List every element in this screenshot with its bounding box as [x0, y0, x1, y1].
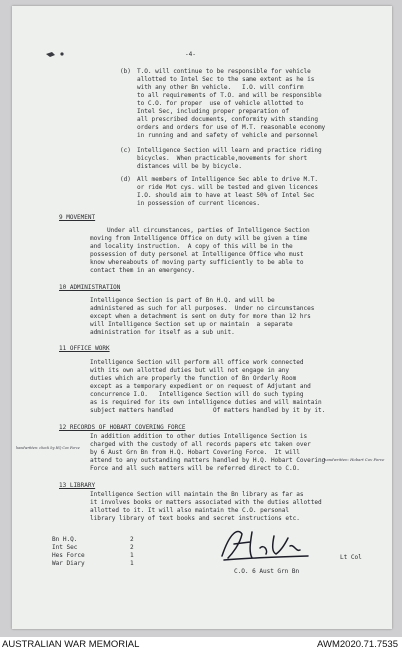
distribution-to: Hes Force: [52, 552, 85, 559]
page-number: -4-: [185, 51, 196, 58]
text-line: T.O. will continue to be responsible for vehicle: [137, 68, 311, 75]
distribution-count: 2: [130, 544, 134, 551]
text-line: Force and all such matters will be referred direct to C.O.: [90, 465, 300, 472]
archive-footer: [0, 637, 402, 653]
distribution-to: Int Sec: [52, 544, 78, 551]
text-line: bicycles. When practicable,movements for short: [137, 155, 308, 162]
text-line: in running and and safety of vehicle and personnel: [137, 132, 318, 139]
text-line: will Intelligence Section set up or maintain a separate: [90, 321, 293, 328]
text-line: Under all circumstances, parties of Intelligence Section: [107, 227, 310, 234]
punch-hole-icon: [44, 48, 68, 60]
text-line: duties which are properly the function of Bn Orderly Room: [90, 375, 297, 382]
section-b-letter: (b): [120, 68, 131, 75]
text-line: except as a temporary expedient or on request of Adjutant and: [90, 383, 311, 390]
text-line: with its own allotted duties but will not engage in any: [90, 367, 290, 374]
text-line: as is required for its own intelligence duties and will maintain: [90, 399, 322, 406]
text-line: All members of Intelligence Sec able to drive M.T.: [137, 176, 318, 183]
text-line: moving from Intelligence Office on duty will be given a time: [90, 235, 308, 242]
margin-note-left: handwritten: check by HQ Cov Force: [16, 446, 80, 450]
text-line: with any other Bn vehicle. I.O. will confirm: [137, 84, 304, 91]
text-line: distances will be by bicycle.: [137, 163, 242, 170]
text-line: Intelligence Section will maintain the Bn library as far as: [90, 491, 304, 498]
text-line: contact them in an emergency.: [90, 267, 195, 274]
footer-right: AWM2020.71.7535: [317, 639, 398, 650]
text-line: Intelligence Section is part of Bn H.Q. and will be: [90, 297, 275, 304]
text-line: subject matters handled Of matters handled by it by it.: [90, 407, 326, 414]
section-13-heading: 13 LIBRARY: [59, 482, 96, 489]
text-line: administered as such for all purposes. Under no circumstances: [90, 305, 315, 312]
text-line: to C.O. for proper use of vehicle allotted to: [137, 100, 304, 107]
distribution-count: 2: [130, 536, 134, 543]
signature-rank: Lt Col: [340, 554, 362, 561]
text-line: charged with the custody of all records papers etc taken over: [90, 441, 311, 448]
text-line: and locality instruction. A copy of this will be in the: [90, 243, 293, 250]
text-line: except when a detachment is sent on duty for more than 12 hrs: [90, 313, 311, 320]
text-line: it involves books or matters associated with the duties allotted: [90, 499, 322, 506]
text-line: allotted to Intel Sec to the same extent as he is: [137, 76, 315, 83]
text-line: attend to any outstanding matters handled by H.Q. Hobart Covering: [90, 457, 326, 464]
distribution-count: 1: [130, 560, 134, 567]
distribution-count: 1: [130, 552, 134, 559]
section-c-letter: (c): [120, 147, 131, 154]
text-line: in possession of current licences.: [137, 200, 261, 207]
distribution-to: Bn H.Q.: [52, 536, 78, 543]
section-d-letter: (d): [120, 176, 131, 183]
text-line: all prescribed documents, conformity with standing: [137, 116, 318, 123]
text-line: administration for itself as a sub unit.: [90, 329, 235, 336]
text-line: orders and orders for use of M.T. reasonable economy: [137, 124, 326, 131]
text-line: concurrence I.O. Intelligence Section will do such typing: [90, 391, 304, 398]
text-line: know whereabouts of moving party sufficiently to be able to: [90, 259, 304, 266]
document-sheet: [12, 6, 392, 629]
margin-note-right: handwritten: Hobart Cov Force: [324, 457, 385, 462]
section-12-heading: 12 RECORDS OF HOBART COVERING FORCE: [59, 424, 186, 431]
text-line: Intel Sec, including proper preparation of: [137, 108, 289, 115]
text-line: by 6 Aust Grn Bn from H.Q. Hobart Covering Force. It will: [90, 449, 300, 456]
signature-icon: [216, 524, 314, 564]
text-line: or ride Mot cys. will be tested and given licences: [137, 184, 318, 191]
text-line: possession of duty personel at Intelligence Office who must: [90, 251, 304, 258]
section-9-heading: 9 MOVEMENT: [59, 214, 96, 221]
signature-title: C.O. 6 Aust Grn Bn: [234, 568, 300, 575]
section-10-heading: 10 ADMINISTRATION: [59, 284, 121, 291]
section-11-heading: 11 OFFICE WORK: [59, 345, 110, 352]
text-line: to all requirements of T.O. and will be responsible: [137, 92, 322, 99]
text-line: I.O. should aim to have at least 50% of Intel Sec: [137, 192, 315, 199]
text-line: In addition addition to other duties Intelligence Section is: [90, 433, 308, 440]
text-line: allotted to it. It will also maintain the C.O. personal: [90, 507, 290, 514]
distribution-to: War Diary: [52, 560, 85, 567]
text-line: Intelligence Section will learn and practice riding: [137, 147, 322, 154]
text-line: library library of text books and secret instructions etc.: [90, 515, 300, 522]
text-line: Intelligence Section will perform all office work connected: [90, 359, 304, 366]
footer-left: AUSTRALIAN WAR MEMORIAL: [2, 639, 140, 650]
